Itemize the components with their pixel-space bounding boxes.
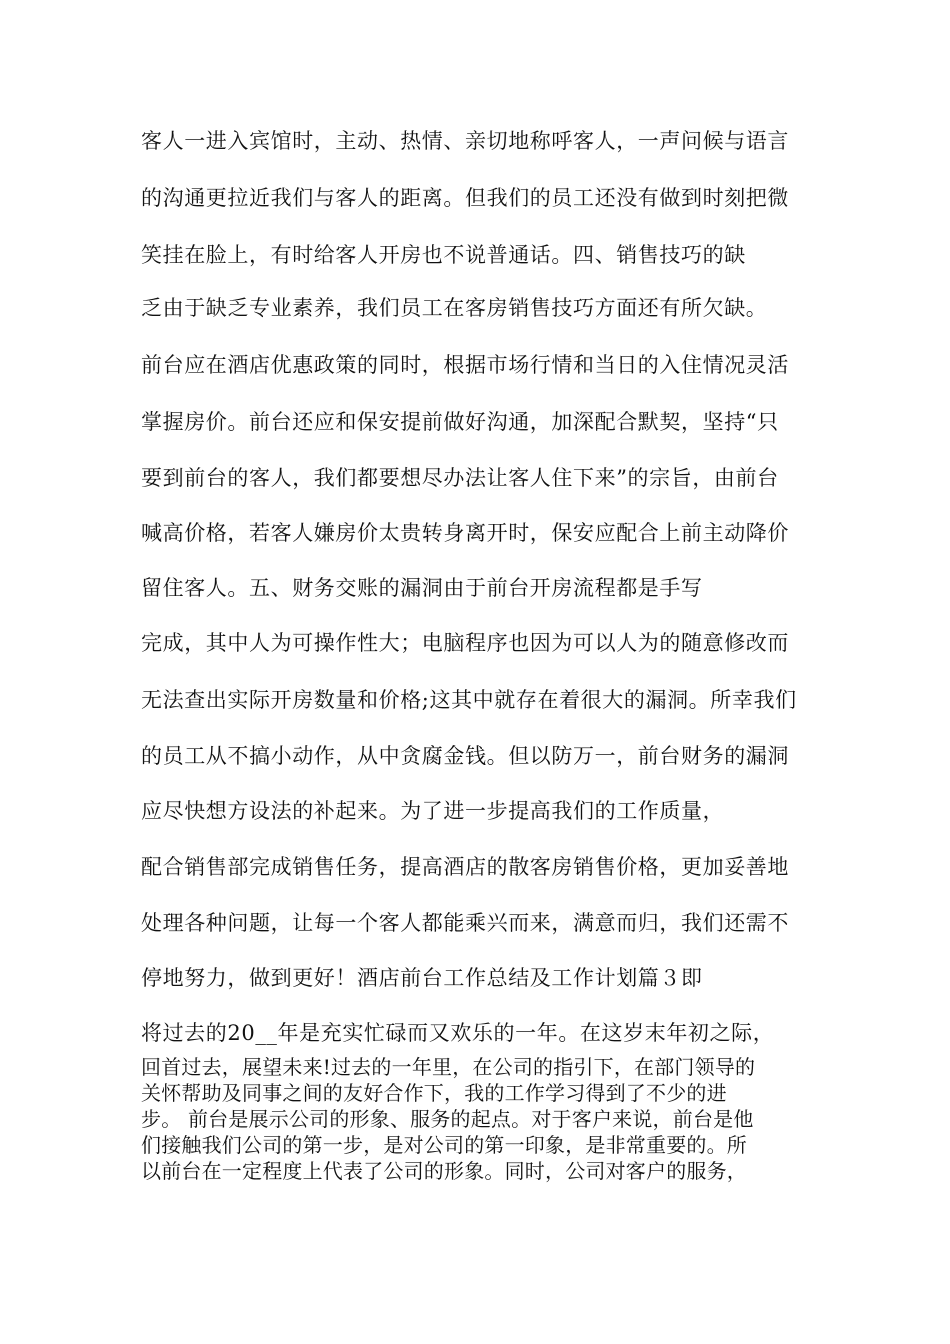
text-line: 客人一进入宾馆时，主动、热情、亲切地称呼客人，一声问候与语言 <box>141 129 789 153</box>
text-line: 配合销售部完成销售任务，提高酒店的散客房销售价格，更加妥善地 <box>141 855 789 879</box>
text-line: 无法查出实际开房数量和价格;这其中就存在着很大的漏洞。所幸我们 <box>141 688 797 712</box>
text-line: 以前台在一定程度上代表了公司的形象。同时，公司对客户的服务， <box>141 1159 747 1183</box>
text-line: 回首过去，展望未来!过去的一年里，在公司的指引下，在部门领导的 <box>141 1055 756 1079</box>
text-line: 关怀帮助及同事之间的友好合作下，我的工作学习得到了不少的进 <box>141 1081 727 1105</box>
text-line: 的员工从不搞小动作，从中贪腐金钱。但以防万一，前台财务的漏洞 <box>141 744 789 768</box>
text-line: 喊高价格，若客人嫌房价太贵转身离开时，保安应配合上前主动降价 <box>141 521 789 545</box>
text-line: 的沟通更拉近我们与客人的距离。但我们的员工还没有做到时刻把微 <box>141 186 789 210</box>
text-line: 处理各种问题，让每一个客人都能乘兴而来，满意而归，我们还需不 <box>141 911 789 935</box>
text-line: 将过去的20__年是充实忙碌而又欢乐的一年。在这岁末年初之际， <box>141 1021 775 1045</box>
text-line: 停地努力，做到更好！酒店前台工作总结及工作计划篇３即 <box>141 966 703 990</box>
text-line: 完成，其中人为可操作性大；电脑程序也因为可以人为的随意修改而 <box>141 631 789 655</box>
text-line: 应尽快想方设法的补起来。为了进一步提高我们的工作质量， <box>141 799 725 823</box>
text-line: 留住客人。五、财务交账的漏洞由于前台开房流程都是手写 <box>141 576 703 600</box>
text-line: 前台应在酒店优惠政策的同时，根据市场行情和当日的入住情况灵活 <box>141 353 789 377</box>
text-line: 步。 前台是展示公司的形象、服务的起点。对于客户来说，前台是他 <box>141 1107 754 1131</box>
text-line: 笑挂在脸上，有时给客人开房也不说普通话。四、销售技巧的缺 <box>141 243 746 267</box>
text-line: 掌握房价。前台还应和保安提前做好沟通，加深配合默契，坚持“只 <box>141 410 779 434</box>
text-line: 要到前台的客人，我们都要想尽办法让客人住下来”的宗旨，由前台 <box>141 466 779 490</box>
text-line: 乏由于缺乏专业素养，我们员工在客房销售技巧方面还有所欠缺。 <box>141 296 768 320</box>
text-line: 们接触我们公司的第一步，是对公司的第一印象，是非常重要的。所 <box>141 1133 747 1157</box>
